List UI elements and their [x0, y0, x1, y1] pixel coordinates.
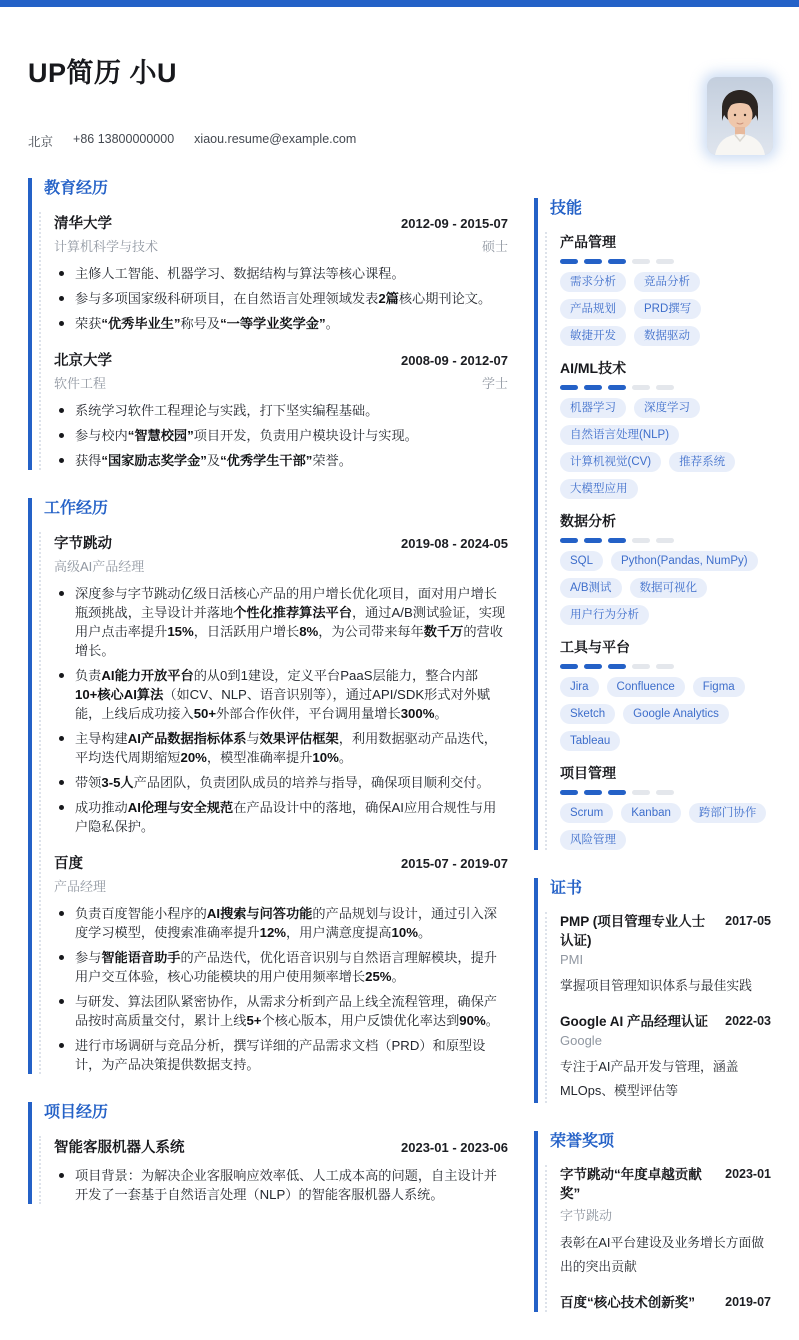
- education-section-title: 教育经历: [44, 180, 109, 197]
- skill-tag: Jira: [560, 677, 599, 697]
- entry-bullet: 负责百度智能小程序的AI搜索与问答功能的产品规划与设计，通过引入深度学习模型，使搜索准确率提升12%，用户满意度提高10%。: [54, 904, 508, 942]
- entry-bullet: 系统学习软件工程理论与实践，打下坚实编程基础。: [54, 401, 508, 420]
- skills-section-body: [545, 232, 771, 850]
- skill-tags: [560, 272, 771, 346]
- skill-group: [560, 511, 771, 625]
- skill-tag: 深度学习: [634, 398, 700, 418]
- entry-bullet: 项目背景：为解决企业客服响应效率低、人工成本高的问题，自主设计并开发了一套基于自然语言处理（NLP）的智能客服机器人系统。: [54, 1166, 508, 1204]
- certificates-section-body: [545, 912, 771, 1103]
- resume-entry: [54, 212, 508, 333]
- entry-title: 字节跳动: [54, 536, 112, 552]
- work-section: [28, 498, 508, 1074]
- skill-tag: Python(Pandas, NumPy): [611, 551, 758, 571]
- candidate-name: UP简历 小U: [28, 58, 178, 88]
- skill-tag: 需求分析: [560, 272, 626, 292]
- entry-subtitle: 产品经理: [54, 879, 107, 894]
- honors-section-body: [545, 1165, 771, 1312]
- certificate-item-date: 2017-05: [725, 914, 771, 928]
- skill-level-bar: [560, 664, 771, 669]
- skill-tags: [560, 677, 771, 751]
- entry-subtitle-row: [54, 373, 508, 392]
- projects-section: [28, 1102, 508, 1204]
- entry-bullet: 参与智能语音助手的产品迭代，优化语音识别与自然语言理解模块，提升用户交互体验，核心功能模块的用户使用频率增长25%。: [54, 948, 508, 986]
- skill-tags: [560, 398, 771, 499]
- certificates-section-title: 证书: [550, 880, 583, 897]
- skill-group: [560, 232, 771, 346]
- entry-bullet: 主导构建AI产品数据指标体系与效果评估框架，利用数据驱动产品迭代，平均迭代周期缩短20%，模型准确率提升10%。: [54, 729, 508, 767]
- skill-tag: 推荐系统: [669, 452, 735, 472]
- honor-item: [560, 1165, 771, 1279]
- skill-tag: 敏捷开发: [560, 326, 626, 346]
- contact-item-1: +86 13800000000: [73, 132, 175, 146]
- skill-tag: Google Analytics: [623, 704, 729, 724]
- entry-subtitle: 高级AI产品经理: [54, 559, 145, 574]
- entry-bullets: [54, 264, 508, 333]
- skill-group-name: 工具与平台: [560, 639, 630, 655]
- skill-group-name: AI/ML技术: [560, 360, 627, 376]
- skill-tags: [560, 551, 771, 625]
- skill-level-segment: [656, 538, 674, 543]
- resume-entry: [54, 852, 508, 1074]
- certificate-item-org: Google: [560, 1033, 602, 1048]
- certificate-item-title: PMP (项目管理专业人士认证): [560, 914, 706, 948]
- skill-group-name: 产品管理: [560, 234, 616, 250]
- skill-tag: 竞品分析: [634, 272, 700, 292]
- skill-tag: 跨部门协作: [689, 803, 767, 823]
- skill-tags: [560, 803, 771, 850]
- skill-level-segment: [608, 790, 626, 795]
- work-section-body: [39, 532, 508, 1074]
- honor-item-title: 百度“核心技术创新奖”: [560, 1295, 695, 1310]
- entry-title: 智能客服机器人系统: [54, 1140, 185, 1156]
- entry-bullet: 获得“国家励志奖学金”及“优秀学生干部”荣誉。: [54, 451, 508, 470]
- entry-degree: 硕士: [481, 239, 508, 254]
- resume-header: [0, 51, 799, 150]
- skill-tag: 计算机视觉(CV): [560, 452, 661, 472]
- skill-level-segment: [560, 385, 578, 390]
- skill-tag: A/B测试: [560, 578, 622, 598]
- honor-item-head: [560, 1293, 771, 1312]
- certificate-item-head: [560, 1012, 771, 1031]
- skill-tag: 数据可视化: [630, 578, 708, 598]
- entry-bullet: 主修人工智能、机器学习、数据结构与算法等核心课程。: [54, 264, 508, 283]
- skill-level-bar: [560, 790, 771, 795]
- skill-tag: PRD撰写: [634, 299, 701, 319]
- honor-item-org: 字节跳动: [560, 1208, 613, 1223]
- honors-section-title: 荣誉奖项: [550, 1133, 615, 1150]
- skill-tag: Figma: [693, 677, 745, 697]
- skill-tag: 机器学习: [560, 398, 626, 418]
- skill-level-segment: [632, 790, 650, 795]
- honor-item-head: [560, 1165, 771, 1203]
- certificate-item-date: 2022-03: [725, 1014, 771, 1028]
- avatar: [707, 77, 773, 155]
- honor-item-date: 2019-07: [725, 1295, 771, 1309]
- skill-level-segment: [656, 385, 674, 390]
- skill-tag: 风险管理: [560, 830, 626, 850]
- skill-level-segment: [608, 664, 626, 669]
- entry-bullet: 进行市场调研与竞品分析，撰写详细的产品需求文档（PRD）和原型设计，为产品决策提供数据支持。: [54, 1036, 508, 1074]
- certificate-item: [560, 1012, 771, 1103]
- entry-head: [54, 532, 508, 553]
- resume-entry: [54, 1136, 508, 1204]
- entry-date: 2012-09 - 2015-07: [401, 216, 508, 231]
- skill-level-segment: [656, 259, 674, 264]
- skill-level-segment: [560, 664, 578, 669]
- entry-bullet: 参与校内“智慧校园”项目开发，负责用户模块设计与实现。: [54, 426, 508, 445]
- skill-tag: SQL: [560, 551, 603, 571]
- work-section-title: 工作经历: [44, 500, 109, 517]
- skill-tag: 数据驱动: [634, 326, 700, 346]
- honors-section: [534, 1131, 771, 1312]
- skill-level-segment: [560, 790, 578, 795]
- entry-date: 2023-01 - 2023-06: [401, 1140, 508, 1155]
- certificate-item-desc: 掌握项目管理知识体系与最佳实践: [560, 978, 752, 993]
- skill-level-segment: [608, 385, 626, 390]
- resume-entry: [54, 532, 508, 836]
- skill-level-bar: [560, 259, 771, 264]
- projects-section-title: 项目经历: [44, 1104, 109, 1121]
- entry-title: 北京大学: [54, 353, 112, 369]
- skill-group: [560, 763, 771, 850]
- skill-level-segment: [632, 664, 650, 669]
- skill-level-segment: [632, 385, 650, 390]
- left-column: [28, 178, 508, 1232]
- skill-tag: Kanban: [621, 803, 681, 823]
- projects-section-body: [39, 1136, 508, 1204]
- skill-tag: 自然语言处理(NLP): [560, 425, 679, 445]
- entry-bullets: [54, 1166, 508, 1204]
- entry-date: 2015-07 - 2019-07: [401, 856, 508, 871]
- skill-tag: 产品规划: [560, 299, 626, 319]
- skill-level-segment: [584, 385, 602, 390]
- entry-bullet: 负责AI能力开放平台的从0到1建设，定义平台PaaS层能力，整合内部10+核心AI算法（如CV、NLP、语音识别等），通过API/SDK形式对外赋能，上线后成功接入50+外部合作伙伴，平台调用量增长300%。: [54, 666, 508, 723]
- entry-bullet: 荣获“优秀毕业生”称号及“一等学业奖学金”。: [54, 314, 508, 333]
- entry-subtitle-row: [54, 556, 508, 575]
- entry-bullet: 参与多项国家级科研项目，在自然语言处理领域发表2篇核心期刊论文。: [54, 289, 508, 308]
- contact-item-2: xiaou.resume@example.com: [194, 132, 357, 146]
- certificate-item: [560, 912, 771, 998]
- entry-head: [54, 1136, 508, 1157]
- skill-level-segment: [584, 664, 602, 669]
- contact-row: [28, 132, 771, 150]
- entry-head: [54, 212, 508, 233]
- honor-item-title: 字节跳动“年度卓越贡献奖”: [560, 1167, 702, 1201]
- entry-bullets: [54, 584, 508, 836]
- skill-level-bar: [560, 538, 771, 543]
- skill-level-segment: [584, 790, 602, 795]
- skill-group-name: 项目管理: [560, 765, 616, 781]
- skill-level-segment: [584, 259, 602, 264]
- skill-level-segment: [584, 538, 602, 543]
- entry-bullets: [54, 904, 508, 1074]
- entry-subtitle-row: [54, 236, 508, 255]
- skill-level-bar: [560, 385, 771, 390]
- entry-bullet: 深度参与字节跳动亿级日活核心产品的用户增长优化项目，面对用户增长瓶颈挑战，主导设计并落地个性化推荐算法平台，通过A/B测试验证，实现用户点击率提升15%，日活跃用户增长8%，为公司带来每年数千万的营收增长。: [54, 584, 508, 660]
- certificate-item-title: Google AI 产品经理认证: [560, 1014, 708, 1029]
- entry-head: [54, 349, 508, 370]
- honor-item-desc: 表彰在AI平台建设及业务增长方面做出的突出贡献: [560, 1235, 765, 1274]
- skill-tag: 大模型应用: [560, 479, 638, 499]
- avatar-photo-icon: [707, 77, 773, 155]
- entry-head: [54, 852, 508, 873]
- skill-level-segment: [560, 259, 578, 264]
- entry-title: 百度: [54, 856, 83, 872]
- skill-level-segment: [656, 664, 674, 669]
- entry-subtitle: 计算机科学与技术: [54, 239, 159, 254]
- skill-level-segment: [632, 259, 650, 264]
- entry-date: 2008-09 - 2012-07: [401, 353, 508, 368]
- resume-body: [0, 178, 799, 1340]
- skill-tag: Scrum: [560, 803, 613, 823]
- entry-subtitle: 软件工程: [54, 376, 107, 391]
- skill-level-segment: [608, 538, 626, 543]
- skill-level-segment: [560, 538, 578, 543]
- education-section-body: [39, 212, 508, 470]
- skill-level-segment: [632, 538, 650, 543]
- education-section: [28, 178, 508, 470]
- entry-title: 清华大学: [54, 216, 112, 232]
- entry-date: 2019-08 - 2024-05: [401, 536, 508, 551]
- skills-section-title: 技能: [550, 200, 583, 217]
- certificates-section: [534, 878, 771, 1103]
- honor-item-date: 2023-01: [725, 1167, 771, 1181]
- right-column: [534, 198, 771, 1340]
- skill-tag: Tableau: [560, 731, 620, 751]
- skill-level-segment: [608, 259, 626, 264]
- entry-bullet: 与研发、算法团队紧密协作，从需求分析到产品上线全流程管理，确保产品按时高质量交付，累计上线5+个核心版本，用户反馈优化率达到90%。: [54, 992, 508, 1030]
- resume-entry: [54, 349, 508, 470]
- certificate-item-desc: 专注于AI产品开发与管理，涵盖MLOps、模型评估等: [560, 1059, 739, 1098]
- skill-group: [560, 358, 771, 499]
- skill-tag: Sketch: [560, 704, 615, 724]
- honor-item: [560, 1293, 771, 1312]
- entry-degree: 学士: [481, 376, 508, 391]
- skills-section: [534, 198, 771, 850]
- contact-item-0: 北京: [28, 135, 54, 149]
- skill-group-name: 数据分析: [560, 513, 616, 529]
- entry-bullet: 带领3-5人产品团队，负责团队成员的培养与指导，确保项目顺利交付。: [54, 773, 508, 792]
- skill-tag: Confluence: [607, 677, 685, 697]
- skill-level-segment: [656, 790, 674, 795]
- skill-tag: 用户行为分析: [560, 605, 649, 625]
- skill-group: [560, 637, 771, 751]
- certificate-item-org: PMI: [560, 952, 584, 967]
- entry-bullets: [54, 401, 508, 470]
- entry-bullet: 成功推动AI伦理与安全规范在产品设计中的落地，确保AI应用合规性与用户隐私保护。: [54, 798, 508, 836]
- entry-subtitle-row: [54, 876, 508, 895]
- top-accent-bar: [0, 0, 799, 7]
- certificate-item-head: [560, 912, 771, 950]
